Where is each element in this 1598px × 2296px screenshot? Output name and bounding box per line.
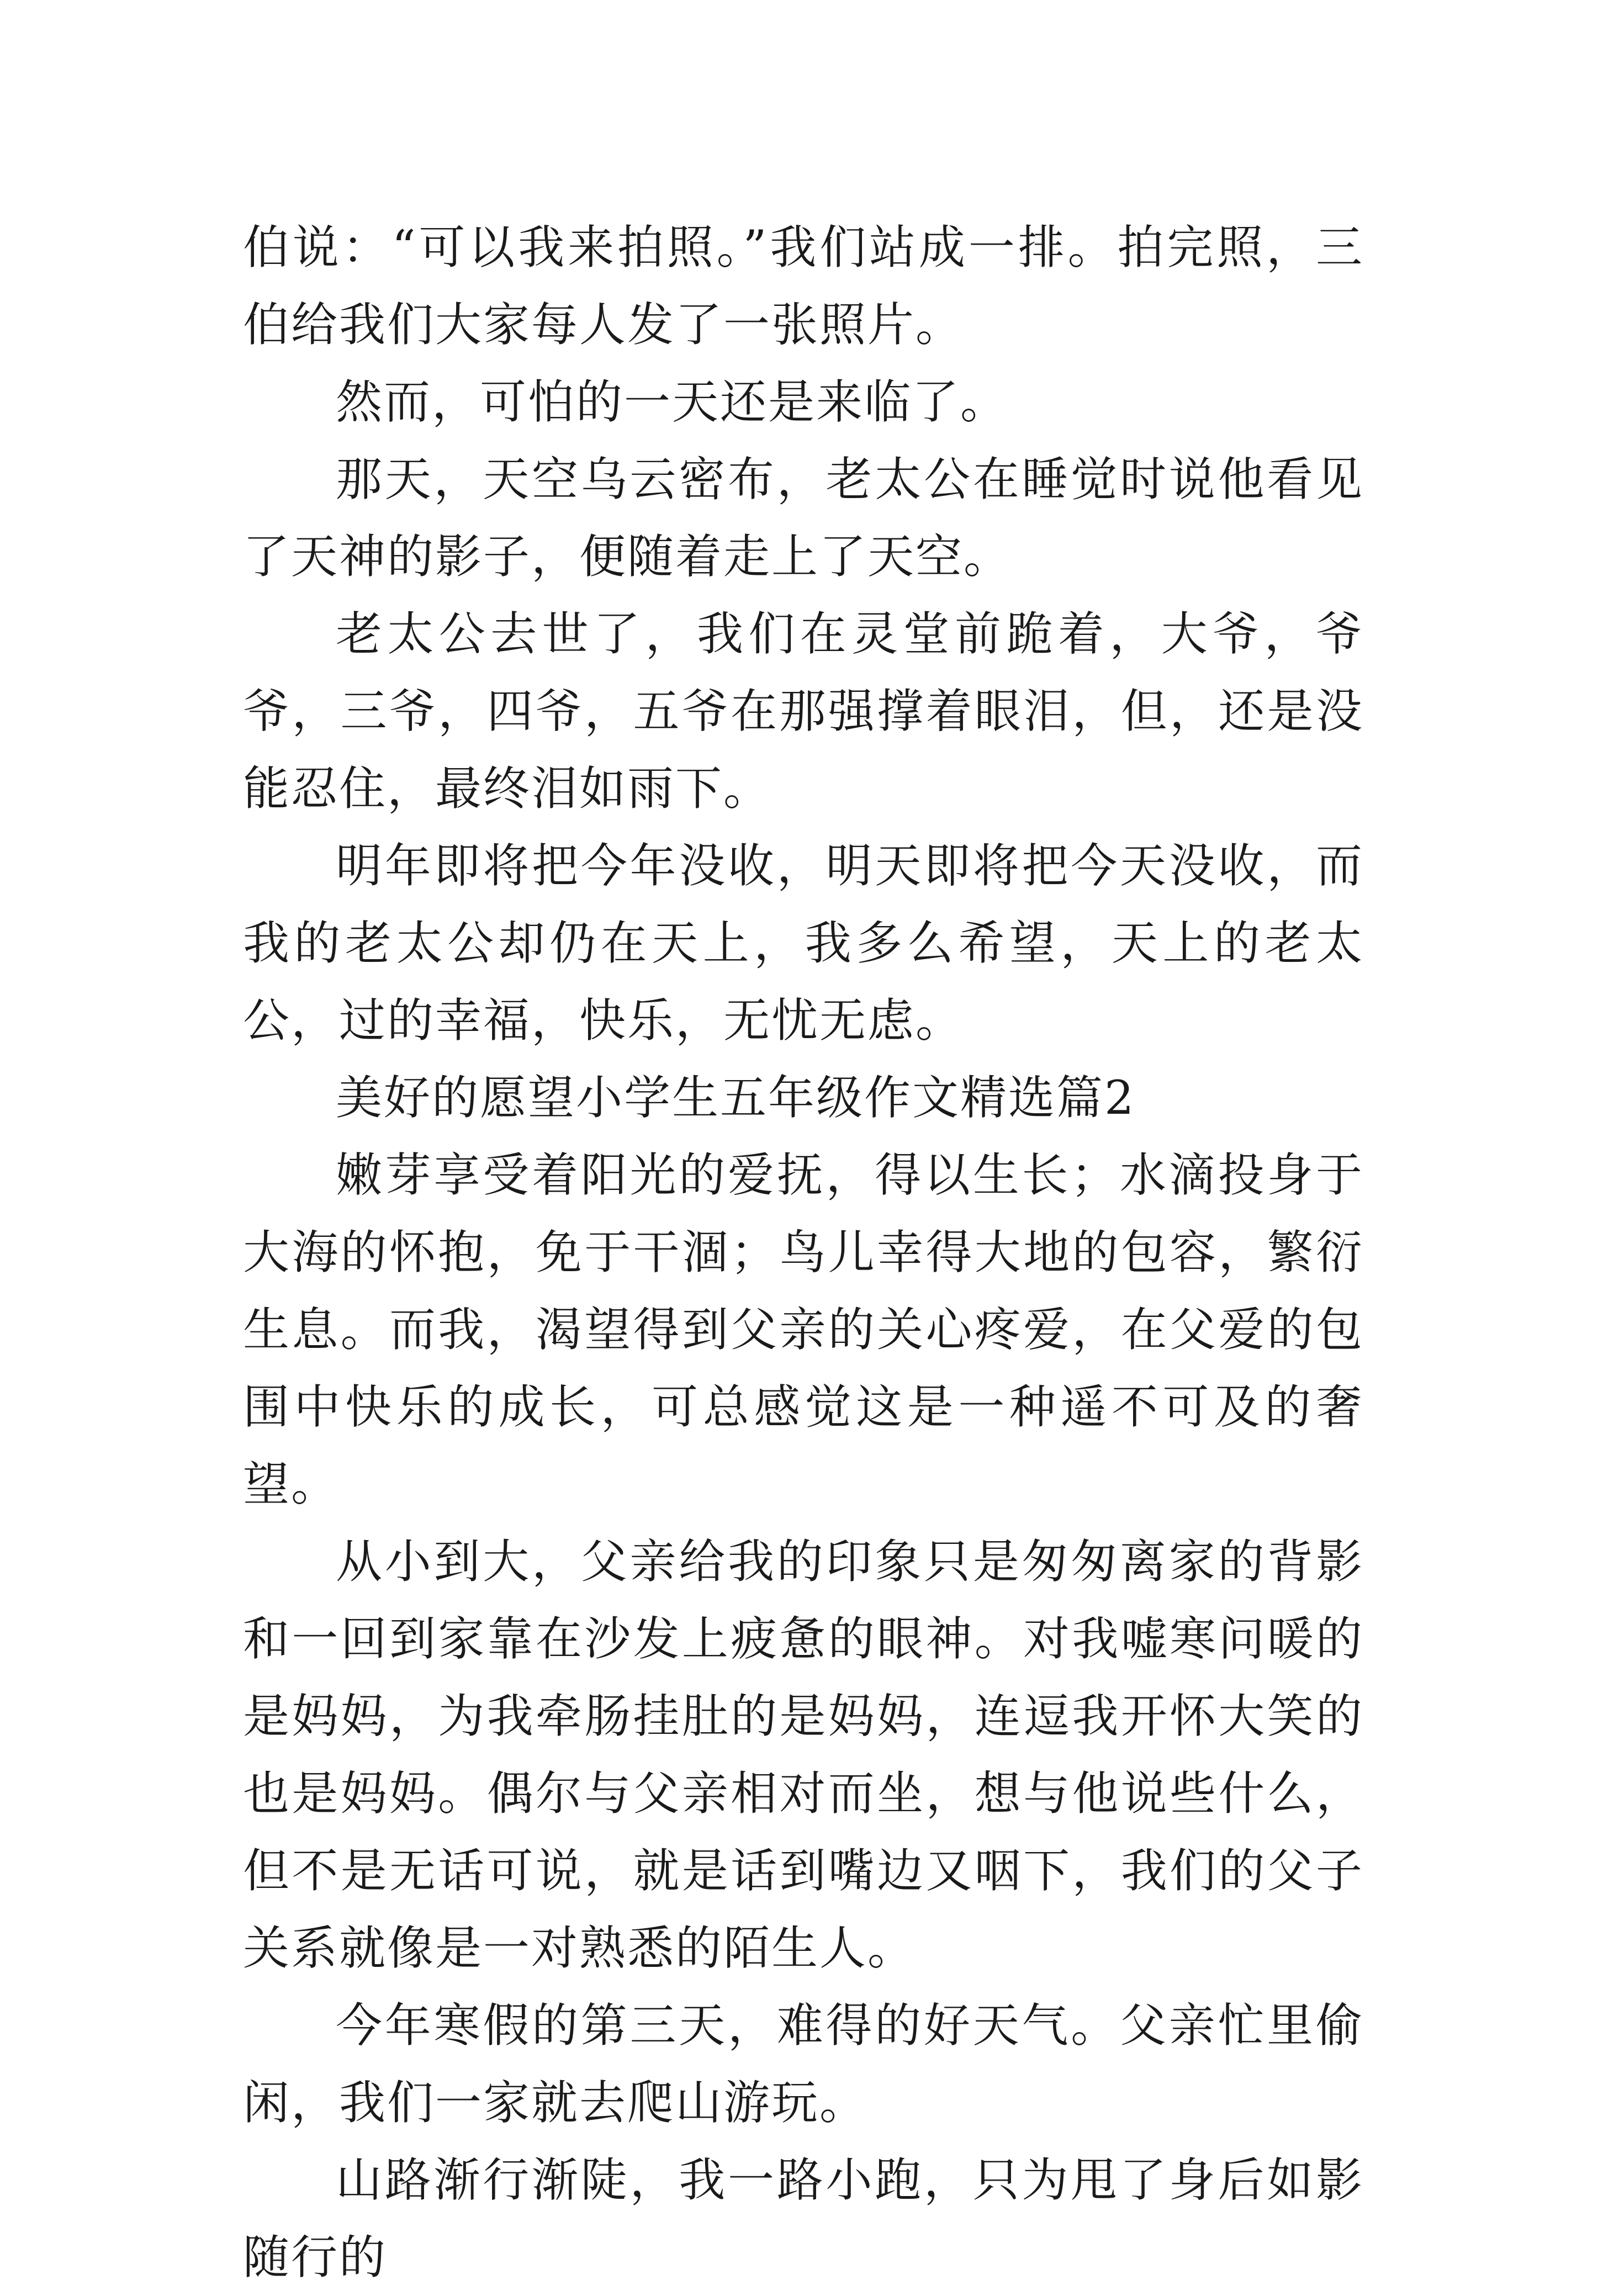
paragraph-5: 明年即将把今年没收，明天即将把今天没收，而我的老太公却仍在天上，我多么希望，天上的老太公，过的幸福，快乐，无忧无虑。 [243, 839, 1364, 1048]
section-heading: 美好的愿望小学生五年级作文精选篇2 [336, 1071, 1136, 1125]
paragraph-6: 嫩芽享受着阳光的爱抚，得以生长；水滴投身于大海的怀抱，免于干涸；鸟儿幸得大地的包容，繁衍生息。而我，渴望得到父亲的关心疼爱，在父爱的包围中快乐的成长，可总感觉这是一种遥不可及的奢望。 [243, 1148, 1364, 1511]
paragraph-9: 山路渐行渐陡，我一路小跑，只为甩了身后如影随行的 [243, 2153, 1364, 2284]
document-body [243, 209, 1364, 2296]
paragraph-7: 从小到大，父亲给我的印象只是匆匆离家的背影和一回到家靠在沙发上疲惫的眼神。对我嘘寒问暖的是妈妈，为我牵肠挂肚的是妈妈，连逗我开怀大笑的也是妈妈。偶尔与父亲相对而坐，想与他说些什么，但不是无话可说，就是话到嘴边又咽下，我们的父子关系就像是一对熟悉的陌生人。 [243, 1535, 1364, 1975]
paragraph-4: 老太公去世了，我们在灵堂前跪着，大爷，爷爷，三爷，四爷，五爷在那强撑着眼泪，但，还是没能忍住，最终泪如雨下。 [243, 607, 1364, 816]
paragraph-8: 今年寒假的第三天，难得的好天气。父亲忙里偷闲，我们一家就去爬山游玩。 [243, 1998, 1364, 2130]
paragraph-3: 那天，天空乌云密布，老太公在睡觉时说他看见了天神的影子，便随着走上了天空。 [243, 452, 1364, 584]
paragraph-1: 伯说：“可以我来拍照。”我们站成一排。拍完照，三伯给我们大家每人发了一张照片。 [243, 220, 1364, 352]
paragraph-2: 然而，可怕的一天还是来临了。 [336, 375, 1009, 429]
